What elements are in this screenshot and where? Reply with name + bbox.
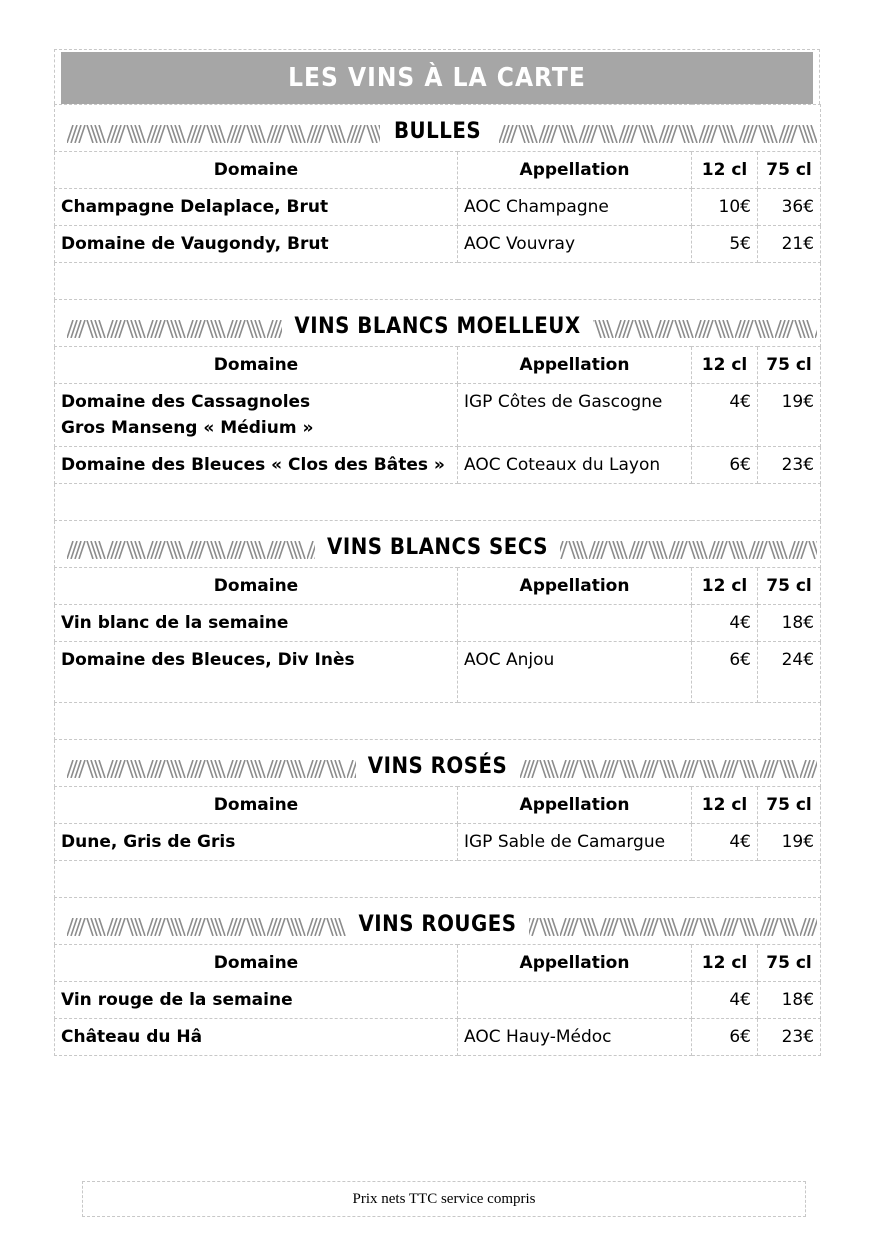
- hatch-pattern-right: [499, 125, 817, 143]
- column-header-12cl: 12 cl: [692, 787, 758, 824]
- spacer-cell: [55, 484, 821, 521]
- hatch-pattern-left: [67, 918, 363, 936]
- price-75cl-cell: 19€: [758, 384, 821, 447]
- column-header-row: [55, 568, 821, 605]
- appellation-cell: IGP Côtes de Gascogne: [458, 384, 692, 447]
- wine-table: [54, 104, 821, 1056]
- appellation-cell: AOC Anjou: [458, 642, 692, 703]
- domaine-cell: [55, 824, 458, 861]
- hatch-pattern-right: [575, 320, 817, 338]
- column-header-12cl: 12 cl: [692, 568, 758, 605]
- wine-domaine: Vin rouge de la semaine: [61, 990, 293, 1010]
- column-header-75cl: 75 cl: [758, 152, 821, 189]
- wine-domaine: Domaine des Bleuces « Clos des Bâtes »: [61, 455, 445, 475]
- hatch-pattern-right: [520, 918, 817, 936]
- column-header-row: [55, 152, 821, 189]
- spacer-cell: [55, 263, 821, 300]
- wine-row: [55, 642, 821, 703]
- price-12cl-cell: 4€: [692, 982, 758, 1019]
- appellation-cell: AOC Coteaux du Layon: [458, 447, 692, 484]
- column-header-75cl: 75 cl: [758, 568, 821, 605]
- section-header-cell: [55, 521, 821, 568]
- hatch-pattern-left: [67, 541, 335, 559]
- wine-domaine: Dune, Gris de Gris: [61, 832, 236, 852]
- column-header-12cl: 12 cl: [692, 945, 758, 982]
- price-75cl-cell: 23€: [758, 1019, 821, 1056]
- wine-domaine: Domaine des Cassagnoles: [61, 392, 311, 412]
- domaine-cell: [55, 642, 458, 703]
- price-12cl-cell: 6€: [692, 447, 758, 484]
- price-12cl-cell: 5€: [692, 226, 758, 263]
- price-12cl-cell: 6€: [692, 1019, 758, 1056]
- title-frame: [54, 49, 820, 104]
- wine-row: [55, 605, 821, 642]
- section-header: [55, 521, 821, 568]
- section-spacer: [55, 861, 821, 898]
- section-title: BULLES: [382, 117, 493, 147]
- section-title: VINS ROSÉS: [356, 752, 519, 782]
- section-title: VINS BLANCS MOELLEUX: [282, 312, 592, 342]
- appellation-cell: AOC Vouvray: [458, 226, 692, 263]
- column-header-domaine: Domaine: [55, 152, 458, 189]
- column-header-appellation: Appellation: [458, 347, 692, 384]
- column-header-12cl: 12 cl: [692, 152, 758, 189]
- wine-domaine-line2: Gros Manseng « Médium »: [61, 418, 314, 438]
- page-title: LES VINS À LA CARTE: [61, 52, 813, 104]
- section-header: [55, 300, 821, 347]
- wine-row: [55, 447, 821, 484]
- domaine-cell: [55, 1019, 458, 1056]
- appellation-cell: AOC Champagne: [458, 189, 692, 226]
- wine-list-page: [54, 49, 820, 1056]
- spacer-cell: [55, 861, 821, 898]
- wine-row: [55, 982, 821, 1019]
- appellation-cell: IGP Sable de Camargue: [458, 824, 692, 861]
- domaine-cell: [55, 189, 458, 226]
- section-spacer: [55, 703, 821, 740]
- spacer-cell: [55, 703, 821, 740]
- column-header-appellation: Appellation: [458, 152, 692, 189]
- price-75cl-cell: 24€: [758, 642, 821, 703]
- wine-row: [55, 1019, 821, 1056]
- column-header-domaine: Domaine: [55, 347, 458, 384]
- price-75cl-cell: 23€: [758, 447, 821, 484]
- wine-domaine: Vin blanc de la semaine: [61, 613, 289, 633]
- wine-row: [55, 824, 821, 861]
- price-75cl-cell: 36€: [758, 189, 821, 226]
- column-header-appellation: Appellation: [458, 945, 692, 982]
- section-header-cell: [55, 898, 821, 945]
- section-spacer: [55, 484, 821, 521]
- section-spacer: [55, 263, 821, 300]
- price-12cl-cell: 6€: [692, 642, 758, 703]
- price-12cl-cell: 10€: [692, 189, 758, 226]
- appellation-cell: AOC Hauy-Médoc: [458, 1019, 692, 1056]
- price-12cl-cell: 4€: [692, 384, 758, 447]
- hatch-pattern-left: [67, 125, 380, 143]
- domaine-cell: [55, 226, 458, 263]
- column-header-row: [55, 945, 821, 982]
- column-header-75cl: 75 cl: [758, 787, 821, 824]
- hatch-pattern-left: [67, 760, 357, 778]
- section-title: VINS ROUGES: [346, 910, 528, 940]
- price-75cl-cell: 21€: [758, 226, 821, 263]
- section-title: VINS BLANCS SECS: [315, 533, 560, 563]
- wine-domaine: Château du Hâ: [61, 1027, 203, 1047]
- section-header: [55, 105, 821, 152]
- section-header: [55, 898, 821, 945]
- footer-note: Prix nets TTC service compris: [82, 1181, 806, 1217]
- column-header-domaine: Domaine: [55, 787, 458, 824]
- section-header-cell: [55, 740, 821, 787]
- appellation-cell: [458, 605, 692, 642]
- column-header-row: [55, 347, 821, 384]
- wine-domaine: Domaine de Vaugondy, Brut: [61, 234, 329, 254]
- column-header-row: [55, 787, 821, 824]
- column-header-domaine: Domaine: [55, 945, 458, 982]
- price-75cl-cell: 18€: [758, 605, 821, 642]
- hatch-pattern-right: [520, 760, 817, 778]
- section-header-cell: [55, 105, 821, 152]
- hatch-pattern-left: [67, 320, 303, 338]
- hatch-pattern-right: [549, 541, 817, 559]
- column-header-12cl: 12 cl: [692, 347, 758, 384]
- price-12cl-cell: 4€: [692, 824, 758, 861]
- wine-domaine: Domaine des Bleuces, Div Inès: [61, 650, 355, 670]
- wine-row: [55, 189, 821, 226]
- domaine-cell: [55, 982, 458, 1019]
- section-header-cell: [55, 300, 821, 347]
- column-header-75cl: 75 cl: [758, 347, 821, 384]
- domaine-cell: [55, 447, 458, 484]
- wine-row: [55, 226, 821, 263]
- price-75cl-cell: 18€: [758, 982, 821, 1019]
- wine-domaine: Champagne Delaplace, Brut: [61, 197, 329, 217]
- wine-row: [55, 384, 821, 447]
- price-75cl-cell: 19€: [758, 824, 821, 861]
- appellation-cell: [458, 982, 692, 1019]
- column-header-75cl: 75 cl: [758, 945, 821, 982]
- section-header: [55, 740, 821, 787]
- price-12cl-cell: 4€: [692, 605, 758, 642]
- column-header-domaine: Domaine: [55, 568, 458, 605]
- column-header-appellation: Appellation: [458, 568, 692, 605]
- column-header-appellation: Appellation: [458, 787, 692, 824]
- domaine-cell: [55, 384, 458, 447]
- domaine-cell: [55, 605, 458, 642]
